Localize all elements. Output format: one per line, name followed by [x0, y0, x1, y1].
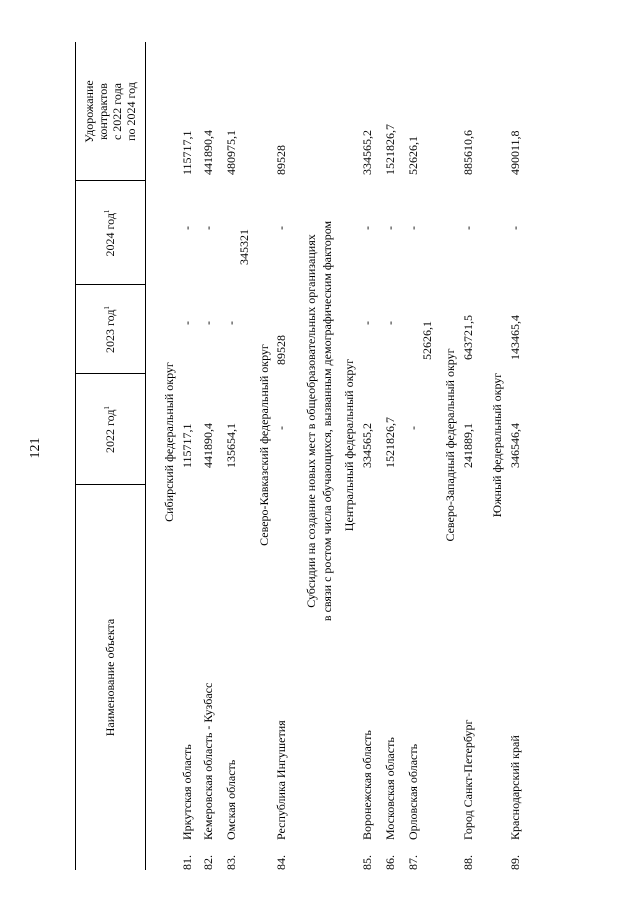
value-2023: - [201, 321, 215, 325]
value-total: 480975,1 [224, 130, 238, 175]
value-2023: - [180, 321, 194, 325]
section-heading: Северо-Западный федеральный округ [443, 348, 457, 542]
page-number: 121 [28, 437, 43, 459]
row-name: Город Санкт-Петербург [461, 719, 475, 840]
row-number: 83. [224, 855, 238, 870]
row-name: Кемеровская область - Кузбасс [201, 682, 215, 840]
header-2024 [75, 181, 145, 285]
section-heading: Северо-Кавказский федеральный округ [257, 344, 271, 546]
value-2024: - [508, 226, 522, 230]
value-2022: - [406, 426, 420, 430]
value-2023: 643721,5 [461, 315, 475, 360]
header-savings-line: по 2024 год [124, 82, 138, 141]
section-heading: Сибирский федеральный округ [162, 362, 176, 522]
value-2024: - [201, 226, 215, 230]
value-2023: - [224, 321, 238, 325]
row-number: 89. [508, 855, 522, 870]
header-2024-text: 2024 год [103, 213, 117, 257]
value-2024: - [360, 226, 374, 230]
row-number: 84. [274, 855, 288, 870]
value-total: 885610,6 [461, 130, 475, 175]
value-2022: 346546,4 [508, 423, 522, 468]
footnote-mark: 1 [103, 406, 111, 410]
row-number: 85. [360, 855, 374, 870]
value-2023: 89528 [274, 335, 288, 365]
header-savings-line: с 2022 года [110, 82, 124, 141]
row-number: 81. [180, 855, 194, 870]
value-2023: - [383, 321, 397, 325]
row-name: Московская область [383, 737, 397, 840]
value-2022: 334565,2 [360, 423, 374, 468]
value-total: 334565,2 [360, 130, 374, 175]
section-heading: Центральный федеральный округ [342, 358, 356, 532]
value-2024: - [383, 226, 397, 230]
header-2022 [75, 374, 145, 485]
section-heading: Южный федеральный округ [490, 372, 504, 518]
value-total: 52626,1 [406, 136, 420, 175]
value-total: 490011,8 [508, 130, 522, 175]
footnote-mark: 1 [103, 306, 111, 310]
value-2023: 143465,4 [508, 315, 522, 360]
section-heading: Субсидии на создание новых мест в общеобразовательных организациях [304, 234, 318, 608]
row-name: Воронежская область [360, 730, 374, 840]
row-number: 82. [201, 855, 215, 870]
value-2022: 441890,4 [201, 423, 215, 468]
value-2022: - [274, 426, 288, 430]
value-2022: 115717,1 [180, 423, 194, 468]
header-savings [75, 42, 145, 181]
header-name [75, 485, 145, 870]
row-name: Иркутская область [180, 744, 194, 840]
row-name: Орловская область [406, 743, 420, 840]
value-2022: 241889,1 [461, 423, 475, 468]
row-number: 88. [461, 855, 475, 870]
section-heading: в связи с ростом числа обучающихся, вызванным демографическим фактором [320, 220, 334, 622]
row-number: 86. [383, 855, 397, 870]
value-2022: 135654,1 [224, 423, 238, 468]
header-savings-line: Удорожание [82, 80, 96, 143]
row-name: Краснодарский край [508, 735, 522, 840]
value-2022: 1521826,7 [383, 417, 397, 468]
header-name-text: Наименование объекта [103, 618, 117, 737]
value-2023: 52626,1 [420, 321, 434, 360]
value-2024: - [180, 226, 194, 230]
value-2023: - [360, 321, 374, 325]
header-2022-text: 2022 год [103, 409, 117, 453]
header-2023-text: 2023 год [103, 309, 117, 353]
footnote-mark: 1 [103, 209, 111, 214]
value-total: 1521826,7 [383, 124, 397, 175]
value-2024: 345321 [237, 229, 251, 265]
value-2024: - [274, 226, 288, 230]
header-2023 [75, 285, 145, 374]
header-savings-line: контрактов [96, 83, 110, 140]
row-number: 87. [406, 855, 420, 870]
value-2024: - [406, 226, 420, 230]
value-total: 115717,1 [180, 130, 194, 175]
value-total: 89528 [274, 145, 288, 175]
header-bottom-border [145, 42, 146, 870]
value-total: 441890,4 [201, 130, 215, 175]
row-name: Республика Ингушетия [274, 720, 288, 840]
value-2024: - [461, 226, 475, 230]
row-name: Омская область [224, 759, 238, 840]
